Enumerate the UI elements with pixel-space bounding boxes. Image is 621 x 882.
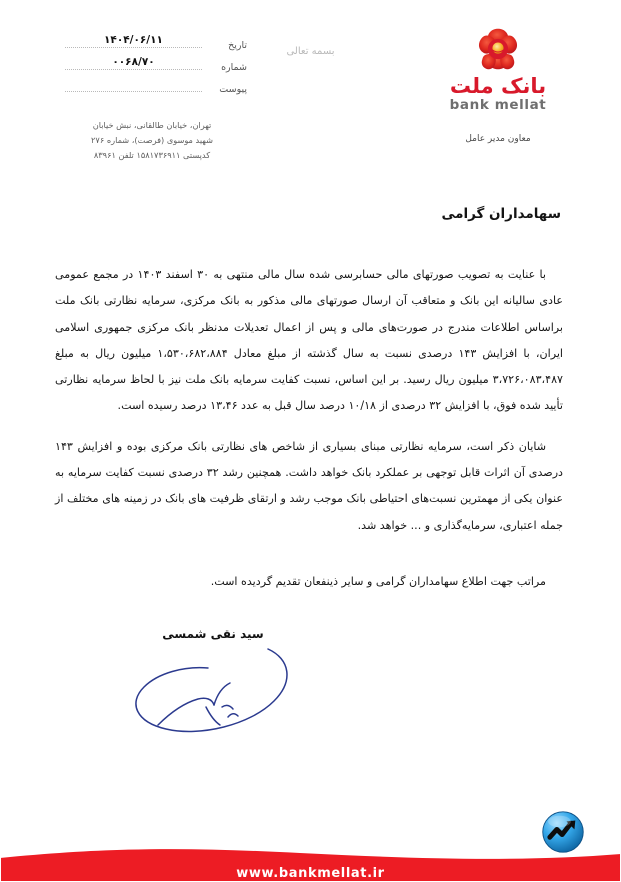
footer-band [0,848,621,882]
attachment-label: پیوست [219,84,247,95]
number-label: شماره [221,62,247,73]
bank-mellat-logo-icon [475,26,521,72]
attachment-dotted-line [65,80,202,92]
date-label: تاریخ [228,40,247,51]
meta-row-attachment [62,80,247,102]
basmala-text: بسمه تعالی [286,46,335,57]
letter-header [0,0,621,190]
body-paragraph-2: شایان ذکر است، سرمایه نظارتی مبنای بسیاری از شاخص های نظارتی بانک مرکزی بوده و افزایش ۱۴۳ درصدی آن اثرات قابل توجهی بر عملکرد بانک خواهد داشت. همچنین رشد ۳۲ درصدی نسبت کفایت سرمایه به عنوان یکی از مهمترین نسبت‌های احتیاطی بانک موجب رشد و ارتقای ظرفیت های بانک در زمینه های مختلف از جمله اعتباری، سرمایه‌گذاری و ... خواهد شد. [55,439,563,532]
address-line-2: شهید موسوی (فرصت)، شماره ۲۷۶ [91,135,213,145]
signatory-name: سید نقی شمسی [162,627,264,641]
logo-name-en: bank mellat [449,97,547,113]
salutation: سهامداران گرامی [441,206,561,222]
number-value: ۰۰۶۸/۷۰ [112,56,155,68]
date-value: ۱۴۰۴/۰۶/۱۱ [104,34,163,46]
closing-paragraph: مراتب جهت اطلاع سهامداران گرامی و سایر ذینفعان تقدیم گردیده است. [210,575,546,588]
address-line-3: کدپستی ۱۵۸۱۷۳۶۹۱۱ تلفن ۸۳۹۶۱ [93,150,211,160]
address-line-1: تهران، خیابان طالقانی، نبش خیابان [92,120,212,130]
logo-name-fa: بانک ملت [449,74,547,98]
signature-block [128,627,298,641]
bank-logo-block [423,26,573,144]
body-paragraph-1: با عنایت به تصویب صورتهای مالی حسابرسی شده سال مالی منتهی به ۳۰ اسفند ۱۴۰۳ در مجمع عمومی عادی سالیانه این بانک و متعاقب آن ارسال صورتهای مالی مذکور به بانک مرکزی، سرمایه نظارتی بانک ملت براساس اطلاعات مندرج در صورت‌های مالی و پس از اعمال تعدیلات مدنظر بانک مرکزی جمهوری اسلامی ایران، با افزایش ۱۴۳ درصدی نسبت به سال گذشته از مبلغ معادل ۱،۵۳۰،۶۸۲،۸۸۴ میلیون ریال به مبلغ ۳،۷۲۶،۰۸۳،۴۸۷ میلیون ریال رسید. بر این اساس، نسبت کفایت سرمایه بانک ملت نیز با لحاظ سرمایه نظارتی تأیید شده فوق، با افزایش ۳۲ درصدی از ۱۰/۱۸ درصد سال قبل به عدد ۱۳،۴۶ درصد رسیده است. [55,268,563,413]
meta-row-number [62,58,247,80]
footer-website-url[interactable]: www.bankmellat.ir [236,866,385,881]
signatory-role: معاون مدیر عامل [465,134,531,144]
number-dotted-line [65,58,202,70]
handwritten-signature [118,633,308,743]
letter-body [55,262,563,553]
bank-address [62,118,242,163]
